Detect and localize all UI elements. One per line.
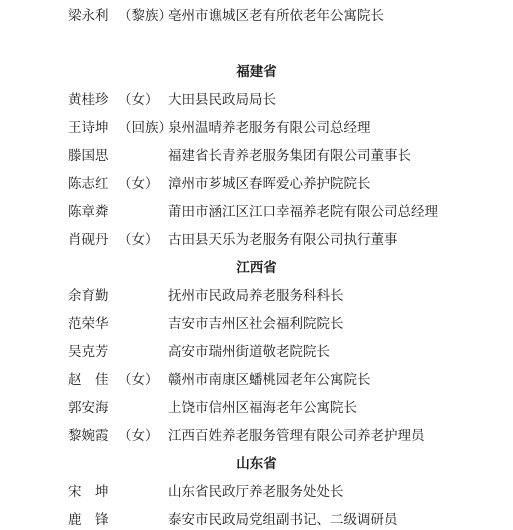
person-name: 王诗坤 [68,120,109,136]
person-name: 宋 坤 [68,484,109,500]
person-title: 抚州市民政局养老服务科科长 [168,288,344,304]
person-name: 余育勤 [68,288,109,304]
person-note: （女） [118,372,159,388]
person-name: 范荣华 [68,316,109,332]
list-item [0,342,513,362]
list-item [0,90,513,110]
list-item [0,202,513,222]
person-name: 黄桂珍 [68,92,109,108]
person-title: 福建省长青养老服务集团有限公司董事长 [168,148,411,164]
person-name: 吴克芳 [68,344,109,360]
province-heading: 江西省 [236,260,277,276]
person-title: 山东省民政厅养老服务处处长 [168,484,344,500]
person-note: （女） [118,232,159,248]
person-title: 江西百姓养老服务管理有限公司养老护理员 [168,428,425,444]
list-item [0,314,513,334]
person-title: 泉州温晴养老服务有限公司总经理 [168,120,371,136]
person-title: 上饶市信州区福海老年公寓院长 [168,400,357,416]
list-item [0,398,513,418]
person-title: 高安市瑞州街道敬老院院长 [168,344,330,360]
person-note: （女） [118,428,159,444]
person-title: 大田县民政局局长 [168,92,276,108]
person-title: 亳州市谯城区老有所依老年公寓院长 [168,8,384,24]
province-heading: 福建省 [236,64,277,80]
list-item [0,118,513,138]
list-item [0,426,513,446]
list-item [0,482,513,502]
list-item [0,6,513,26]
person-title: 莆田市涵江区江口幸福养老院有限公司总经理 [168,204,438,220]
person-name: 黎婉霞 [68,428,109,444]
person-name: 鹿 锋 [68,512,109,528]
person-note: （回族） [118,120,172,136]
list-item [0,230,513,250]
province-heading: 山东省 [236,456,277,472]
person-name: 陈章粦 [68,204,109,220]
person-note: （女） [118,92,159,108]
person-title: 吉安市吉州区社会福利院院长 [168,316,344,332]
list-item [0,510,513,530]
list-item [0,146,513,166]
person-name: 郭安海 [68,400,109,416]
person-name: 赵 佳 [68,372,109,388]
person-name: 陈志红 [68,176,109,192]
person-name: 梁永利 [68,8,109,24]
person-name: 肖砚丹 [68,232,109,248]
person-name: 滕国思 [68,148,109,164]
person-note: （女） [118,176,159,192]
person-title: 漳州市芗城区春晖爱心养护院院长 [168,176,371,192]
person-title: 泰安市民政局党组副书记、二级调研员 [168,512,398,528]
person-note: （黎族） [118,8,172,24]
person-title: 赣州市南康区蟠桃园老年公寓院长 [168,372,371,388]
list-item [0,174,513,194]
person-title: 古田县天乐为老服务有限公司执行董事 [168,232,398,248]
list-item [0,286,513,306]
list-item [0,370,513,390]
